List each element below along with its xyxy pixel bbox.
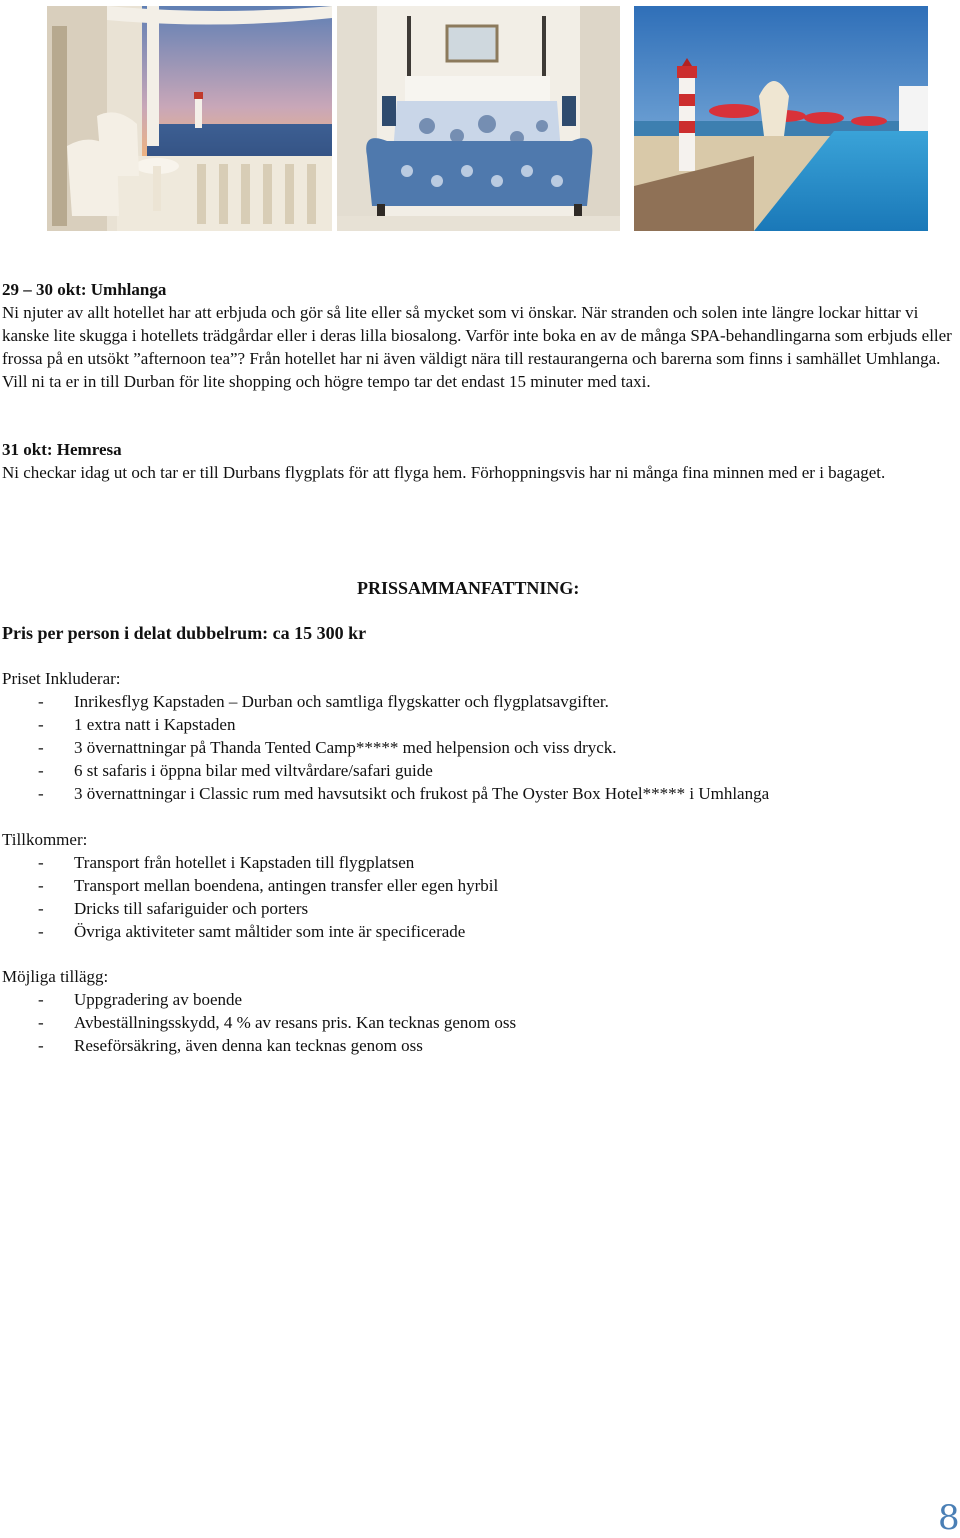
list-item: - Avbeställningsskydd, 4 % av resans pris. Kan tecknas genom oss	[38, 1013, 517, 1032]
list-bullet: -	[38, 761, 44, 780]
list-item: - Transport från hotellet i Kapstaden till flygplatsen	[38, 853, 415, 872]
price-summary-title: PRISSAMMANFATTNING:	[357, 578, 580, 598]
hemresa-heading: 31 okt: Hemresa	[2, 440, 122, 459]
list-bullet: -	[38, 738, 44, 757]
list-item: - Transport mellan boendena, antingen transfer eller egen hyrbil	[38, 876, 499, 895]
balcony-sea-view-photo	[47, 6, 332, 231]
extra-section	[2, 828, 957, 943]
extra-list	[2, 851, 957, 943]
extra-title: Tillkommer:	[2, 830, 88, 849]
list-bullet: -	[38, 715, 44, 734]
list-bullet: -	[38, 876, 44, 895]
list-item: - Inrikesflyg Kapstaden – Durban och samtliga flygskatter och flygplatsavgifter.	[38, 692, 609, 711]
included-section	[2, 667, 957, 805]
list-item: - 6 st safaris i öppna bilar med viltvårdare/safari guide	[38, 761, 433, 780]
list-item: - 3 övernattningar i Classic rum med havsutsikt och frukost på The Oyster Box Hotel***** i Umhlanga	[38, 784, 770, 803]
addons-title: Möjliga tillägg:	[2, 967, 109, 986]
umhlanga-heading: 29 – 30 okt: Umhlanga	[2, 280, 167, 299]
list-bullet: -	[38, 853, 44, 872]
list-item: - Övriga aktiviteter samt måltider som inte är specificerade	[38, 922, 466, 941]
umhlanga-section	[2, 278, 957, 393]
addons-section	[2, 965, 957, 1057]
list-item: - 1 extra natt i Kapstaden	[38, 715, 236, 734]
list-bullet: -	[38, 784, 44, 803]
list-item: - Dricks till safariguider och porters	[38, 899, 309, 918]
list-bullet: -	[38, 692, 44, 711]
list-bullet: -	[38, 1036, 44, 1055]
bedroom-photo	[337, 6, 620, 231]
list-item: - Uppgradering av boende	[38, 990, 243, 1009]
page-number: 8	[938, 1498, 960, 1538]
hemresa-section	[2, 438, 957, 484]
list-bullet: -	[38, 922, 44, 941]
umhlanga-text: Ni njuter av allt hotellet har att erbjuda och gör så lite eller så mycket som vi önskar. När stranden och solen inte längre lockar hittar vi kanske lite skugga i hotellets trädgårdar eller i deras lilla biosalong. Varför inte boka en av de många SPA-behandlingarna som erbjuds eller frossa på en utsökt ”afternoon tea”? Från hotellet har ni även väldigt nära till restaurangerna och barerna som finns i samhället Umhlanga. Vill ni ta er in till Durban för lite shopping och högre tempo tar det endast 15 minuter med taxi.	[2, 303, 952, 391]
list-item: - Reseförsäkring, även denna kan tecknas genom oss	[38, 1036, 423, 1055]
included-title: Priset Inkluderar:	[2, 669, 121, 688]
list-item: - 3 övernattningar på Thanda Tented Camp***** med helpension och viss dryck.	[38, 738, 617, 757]
list-bullet: -	[38, 899, 44, 918]
pool-lighthouse-photo	[634, 6, 928, 231]
list-bullet: -	[38, 990, 44, 1009]
hemresa-text: Ni checkar idag ut och tar er till Durbans flygplats för att flyga hem. Förhoppningsvis har ni många fina minnen med er i bagaget.	[2, 463, 886, 482]
included-list	[2, 690, 957, 805]
addons-list	[2, 988, 957, 1057]
list-bullet: -	[38, 1013, 44, 1032]
price-per-person: Pris per person i delat dubbelrum: ca 15 300 kr	[2, 623, 367, 643]
